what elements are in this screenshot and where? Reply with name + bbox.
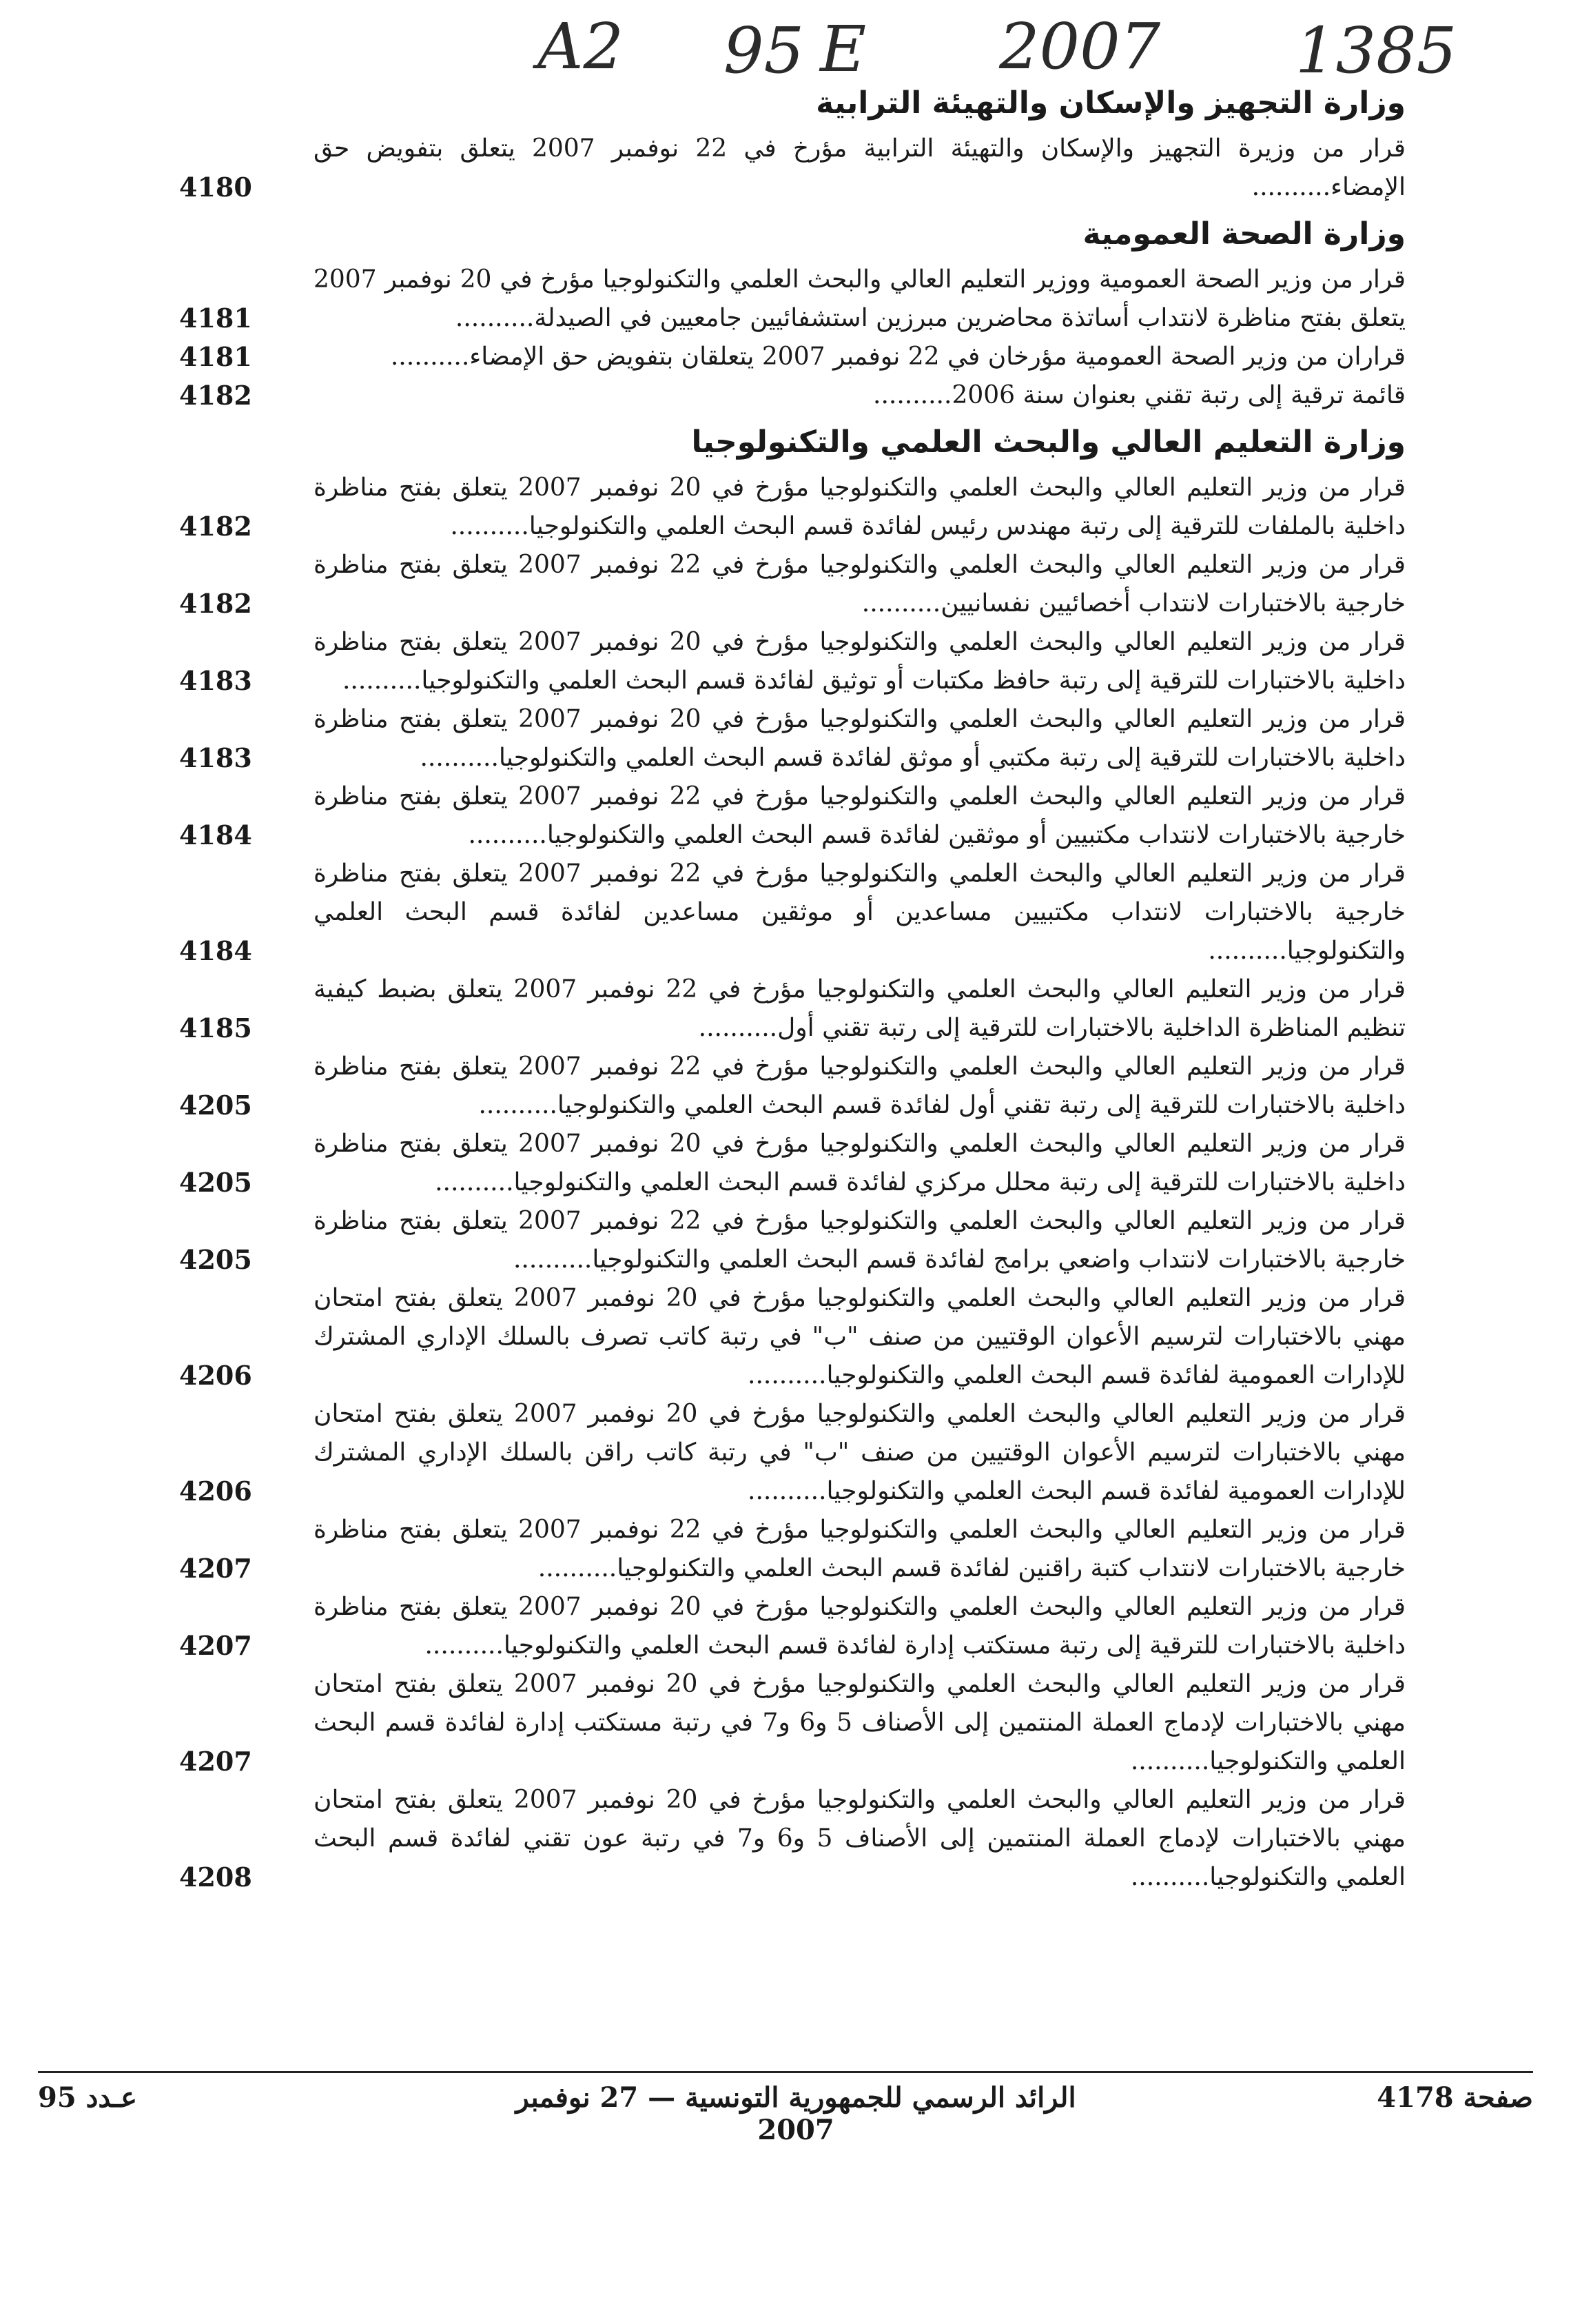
toc-page-number: 4207 [179, 1630, 252, 1661]
toc-entry-text: قرار من وزير التعليم العالي والبحث العلمي والتكنولوجيا مؤرخ في 22 نوفمبر 2007 يتعلق بفتح مناظرة داخلية بالاختبارات للترقية إلى رتبة تقني أول لفائدة قسم البحث العلمي والتكنولوجيا [314, 1052, 1406, 1119]
dot-leader: .......... [873, 381, 952, 409]
annotation-part: A2 [537, 10, 624, 83]
dot-leader: .......... [390, 343, 470, 371]
footer-page-number: صفحة 4178 [1377, 2081, 1533, 2114]
dot-leader: .......... [478, 1091, 557, 1119]
section-title: وزارة التعليم العالي والبحث العلمي والتكنولوجيا [691, 425, 1406, 460]
toc-page-number: 4183 [179, 742, 252, 773]
toc-entry [179, 130, 1406, 207]
toc-page-number: 4205 [179, 1090, 252, 1121]
dot-leader: .......... [450, 512, 529, 540]
table-of-contents [179, 76, 1406, 1897]
toc-entry [179, 1781, 1406, 1897]
toc-page-number: 4206 [179, 1476, 252, 1507]
toc-entry-text: قرار من وزير التعليم العالي والبحث العلمي والتكنولوجيا مؤرخ في 20 نوفمبر 2007 يتعلق بفتح مناظرة داخلية بالاختبارات للترقية إلى رتبة حافظ مكتبات أو توثيق لفائدة قسم البحث العلمي والتكنولوجيا [314, 628, 1406, 695]
dot-leader: .......... [420, 744, 499, 772]
toc-page-number: 4181 [179, 341, 252, 372]
toc-page-number: 4208 [179, 1862, 252, 1893]
toc-entry [179, 1279, 1406, 1395]
toc-entry [179, 777, 1406, 855]
toc-entry-text: قرار من وزير التعليم العالي والبحث العلمي والتكنولوجيا مؤرخ في 22 نوفمبر 2007 يتعلق بفتح مناظرة خارجية بالاختبارات لانتداب واضعي برامج لفائدة قسم البحث العلمي والتكنولوجيا [314, 1207, 1406, 1274]
dot-leader: .......... [537, 1554, 617, 1582]
toc-entry-text: قراران من وزير الصحة العمومية مؤرخان في 22 نوفمبر 2007 يتعلقان بتفويض حق الإمضاء [469, 343, 1406, 371]
toc-entry-text: قرار من وزير التعليم العالي والبحث العلمي والتكنولوجيا مؤرخ في 20 نوفمبر 2007 يتعلق بفتح امتحان مهني بالاختبارات لإدماج العملة المنتمين إلى الأصناف 5 و6 و7 في رتبة عون تقني لفائدة قسم البحث العلمي والتكنولوجيا [314, 1786, 1406, 1891]
dot-leader: .......... [861, 589, 941, 618]
annotation-part: 95 [723, 14, 805, 88]
toc-page-number: 4207 [179, 1553, 252, 1584]
annotation-part: 1385 [1295, 14, 1457, 88]
toc-page-number: 4206 [179, 1360, 252, 1391]
toc-entry-text: قرار من وزير التعليم العالي والبحث العلمي والتكنولوجيا مؤرخ في 20 نوفمبر 2007 يتعلق بفتح مناظرة داخلية بالاختبارات للترقية إلى رتبة محلل مركزي لفائدة قسم البحث العلمي والتكنولوجيا [314, 1130, 1406, 1196]
dot-leader: .......... [1251, 173, 1331, 201]
toc-entry-text: قرار من وزير التعليم العالي والبحث العلمي والتكنولوجيا مؤرخ في 20 نوفمبر 2007 يتعلق بفتح امتحان مهني بالاختبارات لإدماج العملة المنتمين إلى الأصناف 5 و6 و7 في رتبة مستكتب إدارة لفائدة قسم البحث العلمي والتكنولوجيا [314, 1670, 1406, 1775]
annotation-part: E [820, 12, 867, 86]
toc-entry-text: قرار من وزير التعليم العالي والبحث العلمي والتكنولوجيا مؤرخ في 22 نوفمبر 2007 يتعلق بفتح مناظرة خارجية بالاختبارات لانتداب كتبة راقنين لفائدة قسم البحث العلمي والتكنولوجيا [314, 1516, 1406, 1582]
dot-leader: .......... [513, 1245, 593, 1274]
toc-page-number: 4181 [179, 303, 252, 334]
toc-entry-text: قرار من وزير التعليم العالي والبحث العلمي والتكنولوجيا مؤرخ في 20 نوفمبر 2007 يتعلق بفتح مناظرة داخلية بالاختبارات للترقية إلى رتبة مكتبي أو موثق لفائدة قسم البحث العلمي والتكنولوجيا [314, 705, 1406, 772]
page-footer [38, 2081, 1533, 2146]
toc-page-number: 4205 [179, 1167, 252, 1198]
toc-entry [179, 1125, 1406, 1202]
dot-leader: .......... [424, 1631, 504, 1660]
toc-entry-text: قرار من وزير التعليم العالي والبحث العلمي والتكنولوجيا مؤرخ في 20 نوفمبر 2007 يتعلق بفتح امتحان مهني بالاختبارات لترسيم الأعوان الوقتيين من صنف "ب" في رتبة كاتب راقن بالسلك الإداري المشترك للإدارات العمومية لفائدة قسم البحث العلمي والتكنولوجيا [314, 1400, 1406, 1505]
toc-entry [179, 1588, 1406, 1665]
dot-leader: .......... [748, 1477, 827, 1505]
toc-page-number: 4180 [179, 172, 252, 203]
toc-entry-text: قرار من وزير الصحة العمومية ووزير التعليم العالي والبحث العلمي والتكنولوجيا مؤرخ في 20 نوفمبر 2007 يتعلق بفتح مناظرة لانتداب أساتذة محاضرين مبرزين استشفائيين جامعيين في الصيدلة [314, 265, 1406, 332]
toc-entry [179, 1665, 1406, 1781]
toc-page-number: 4185 [179, 1012, 252, 1043]
toc-entry [179, 261, 1406, 338]
toc-entry [179, 855, 1406, 970]
dot-leader: .......... [342, 666, 422, 695]
dot-leader: .......... [1130, 1747, 1210, 1775]
toc-entry [179, 970, 1406, 1048]
dot-leader: .......... [435, 1168, 514, 1196]
toc-page-number: 4205 [179, 1244, 252, 1275]
toc-entry [179, 1202, 1406, 1279]
toc-entry [179, 1395, 1406, 1511]
toc-entry [179, 1511, 1406, 1588]
toc-entry [179, 338, 1406, 376]
dot-leader: .......... [698, 1014, 778, 1042]
section-title: وزارة التجهيز والإسكان والتهيئة الترابية [816, 85, 1406, 121]
toc-page-number: 4183 [179, 665, 252, 696]
toc-entry-text: قرار من وزير التعليم العالي والبحث العلمي والتكنولوجيا مؤرخ في 22 نوفمبر 2007 يتعلق بفتح مناظرة خارجية بالاختبارات لانتداب مكتبيين مساعدين أو موثقين مساعدين لفائدة قسم البحث العلمي والتكنولوجيا [314, 859, 1406, 965]
toc-entry-text: قرار من وزير التعليم العالي والبحث العلمي والتكنولوجيا مؤرخ في 22 نوفمبر 2007 يتعلق بضبط كيفية تنظيم المناظرة الداخلية بالاختبارات للترقية إلى رتبة تقني أول [314, 975, 1406, 1042]
dot-leader: .......... [1208, 937, 1287, 965]
toc-entry [179, 376, 1406, 415]
toc-entry-text: قرار من وزيرة التجهيز والإسكان والتهيئة الترابية مؤرخ في 22 نوفمبر 2007 يتعلق بتفويض حق الإمضاء [314, 134, 1406, 201]
annotation-part: 2007 [999, 10, 1161, 83]
dot-leader: .......... [748, 1361, 827, 1389]
dot-leader: .......... [1130, 1863, 1210, 1891]
toc-entry-text: قرار من وزير التعليم العالي والبحث العلمي والتكنولوجيا مؤرخ في 20 نوفمبر 2007 يتعلق بفتح امتحان مهني بالاختبارات لترسيم الأعوان الوقتيين من صنف "ب" في رتبة كاتب تصرف بالسلك الإداري المشترك للإدارات العمومية لفائدة قسم البحث العلمي والتكنولوجيا [314, 1284, 1406, 1389]
toc-entry-text: قرار من وزير التعليم العالي والبحث العلمي والتكنولوجيا مؤرخ في 20 نوفمبر 2007 يتعلق بفتح مناظرة داخلية بالملفات للترقية إلى رتبة مهندس رئيس لفائدة قسم البحث العلمي والتكنولوجيا [314, 473, 1406, 540]
toc-entry [179, 623, 1406, 700]
footer-divider [38, 2071, 1533, 2073]
toc-page-number: 4184 [179, 819, 252, 850]
toc-entry [179, 1048, 1406, 1125]
toc-entry [179, 469, 1406, 546]
dot-leader: .......... [468, 821, 547, 849]
toc-page-number: 4182 [179, 511, 252, 542]
section-title: وزارة الصحة العمومية [1082, 216, 1406, 252]
toc-entry-text: قرار من وزير التعليم العالي والبحث العلمي والتكنولوجيا مؤرخ في 20 نوفمبر 2007 يتعلق بفتح مناظرة داخلية بالاختبارات للترقية إلى رتبة مستكتب إدارة لفائدة قسم البحث العلمي والتكنولوجيا [314, 1593, 1406, 1660]
toc-entry [179, 700, 1406, 777]
toc-page-number: 4182 [179, 588, 252, 619]
toc-entry-text: قائمة ترقية إلى رتبة تقني بعنوان سنة 2006 [952, 381, 1406, 409]
toc-page-number: 4184 [179, 935, 252, 966]
footer-issue-number: عـدد 95 [38, 2081, 137, 2114]
toc-entry-text: قرار من وزير التعليم العالي والبحث العلمي والتكنولوجيا مؤرخ في 22 نوفمبر 2007 يتعلق بفتح مناظرة خارجية بالاختبارات لانتداب أخصائيين نفسانيين [314, 551, 1406, 618]
dot-leader: .......... [455, 304, 535, 332]
toc-page-number: 4207 [179, 1746, 252, 1777]
toc-entry [179, 546, 1406, 623]
toc-entry-text: قرار من وزير التعليم العالي والبحث العلمي والتكنولوجيا مؤرخ في 22 نوفمبر 2007 يتعلق بفتح مناظرة خارجية بالاختبارات لانتداب مكتبيين أو موثقين لفائدة قسم البحث العلمي والتكنولوجيا [314, 782, 1406, 849]
toc-page-number: 4182 [179, 380, 252, 411]
footer-journal-title: الرائد الرسمي للجمهورية التونسية — 27 نوفمبر 2007 [515, 2081, 1076, 2146]
